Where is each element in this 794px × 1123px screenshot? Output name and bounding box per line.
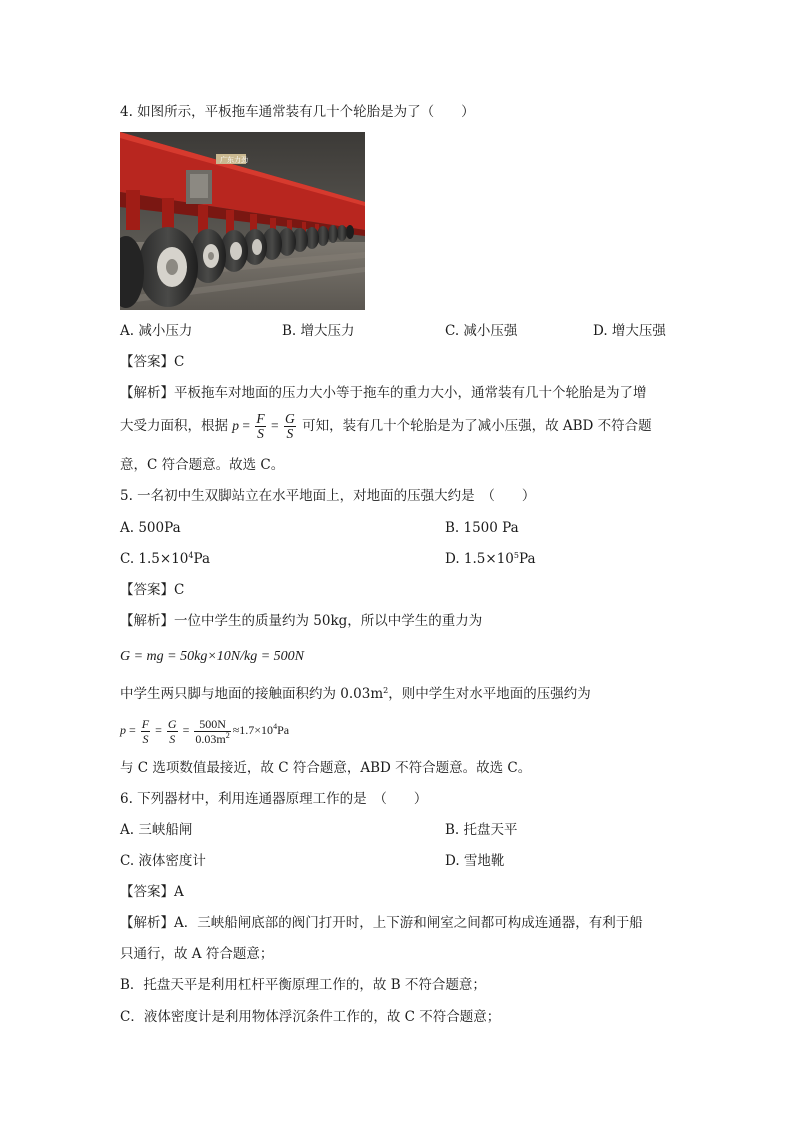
formula-p2: p [120,723,126,737]
q5-option-d-base: D. 1.5×10 [445,551,514,567]
formula-fraction-g-s [284,412,296,441]
q4-option-b: B. 增大压力 [282,323,355,339]
q6-analysis-line4: C．液体密度计是利用物体浮沉条件工作的，故 C 不符合题意； [120,1009,501,1025]
formula-area-base: 0.03m [195,731,226,746]
q6-analysis-line1: 【解析】A．三峡船闸底部的阀门打开时，上下游和闸室之间都可构成连通器，有利于船 [120,915,643,931]
q6-answer: 【答案】A [120,884,184,900]
q6-analysis-line2: 只通行，故 A 符合题意； [120,946,274,962]
formula-result-base: ≈1.7×10 [232,723,274,737]
q5-analysis-line2-exp: 2 [383,686,389,695]
q4-truck-text: 广东力劲 [220,156,248,164]
q4-truck-photo [120,132,365,310]
q5-answer: 【答案】C [120,582,185,598]
formula-fraction-g-s-2 [167,717,178,746]
q5-stem: 5. 一名初中生双脚站立在水平地面上，对地面的压强大约是 （ ） [120,488,536,504]
q6-option-a: A. 三峡船闸 [120,822,193,838]
q5-option-b: B. 1500 Pa [445,520,519,536]
q5-conclusion: 与 C 选项数值最接近，故 C 符合题意，ABD 不符合题意。故选 C。 [120,760,532,776]
q4-option-a: A. 减小压力 [120,323,193,339]
formula-denominator-s: S [257,426,264,441]
q5-analysis-line2 [120,685,591,703]
formula-numerator-f2: F [141,716,150,731]
formula-fraction-f-s-2 [141,717,150,746]
q6-option-b: B. 托盘天平 [445,822,518,838]
q5-formula-pressure: p = $\frac{F}{S}$ = $\frac{G}{S}$ = $\frac{500N}{0.03m^2}$ $\approx 1.7\times 10^4Pa$ [120,716,290,746]
q4-analysis-line2-post: 可知，装有几十个轮胎是为了减小压强，故 ABD 不符合题 [302,418,652,434]
q5-option-a: A. 500Pa [120,520,181,536]
formula-area-exp: 2 [225,730,230,740]
q5-option-c-exp: 4 [188,551,194,560]
q5-option-d-exp: 5 [513,551,519,560]
q5-analysis-line2-post: ，则中学生对水平地面的压强约为 [388,686,591,702]
q6-stem: 6. 下列器材中，利用连通器原理工作的是 （ ） [120,791,428,807]
formula-fraction-f-s [255,412,265,441]
formula-numerator-f: F [256,411,265,426]
q4-analysis-line1: 【解析】平板拖车对地面的压力大小等于拖车的重力大小，通常装有几十个轮胎是为了增 [120,385,647,401]
formula-denominator-s: S [284,426,296,441]
q5-analysis-line2-pre: 中学生两只脚与地面的接触面积约为 0.03m [120,686,384,702]
q4-answer: 【答案】C [120,354,185,370]
q5-analysis-line1: 【解析】一位中学生的质量约为 50kg，所以中学生的重力为 [120,613,483,629]
formula-denominator-s3: S [167,731,178,746]
q4-option-c: C. 减小压强 [445,323,518,339]
q4-analysis-line2-pre: 大受力面积，根据 [120,418,228,434]
formula-numerator-g: G [285,411,295,426]
formula-result-exp: 4 [273,722,278,731]
q5-option-d-unit: Pa [518,551,536,567]
q5-option-d [445,550,536,568]
q5-option-c-base: C. 1.5×10 [120,551,189,567]
q4-analysis-line3: 意，C 符合题意。故选 C。 [120,457,285,473]
q5-option-c [120,550,210,568]
formula-denominator-area [194,731,230,746]
q6-option-d: D. 雪地靴 [445,853,505,869]
q6-option-c: C. 液体密度计 [120,853,206,869]
q4-stem: 4. 如图所示，平板拖车通常装有几十个轮胎是为了（ ） [120,104,475,120]
q6-analysis-line3: B．托盘天平是利用杠杆平衡原理工作的，故 B 不符合题意； [120,977,486,993]
q5-option-c-unit: Pa [193,551,211,567]
q5-formula-weight: G = mg = 50kg×10N/kg = 500N [120,649,305,664]
formula-numerator-500n: 500N [199,716,226,731]
formula-fraction-500n [194,717,230,746]
formula-numerator-g2: G [167,716,177,731]
formula-denominator-s2: S [142,731,149,746]
formula-p: p [232,418,240,433]
formula-result-unit: Pa [277,723,290,737]
q4-option-d: D. 增大压强 [593,323,666,339]
q4-analysis-line2: 大受力面积，根据 p = $\frac{F}{S}$ = $\frac{G}{S}$ 可知，装有几十个轮胎是为了减小压强，故 ABD 不符合题 [120,411,652,441]
